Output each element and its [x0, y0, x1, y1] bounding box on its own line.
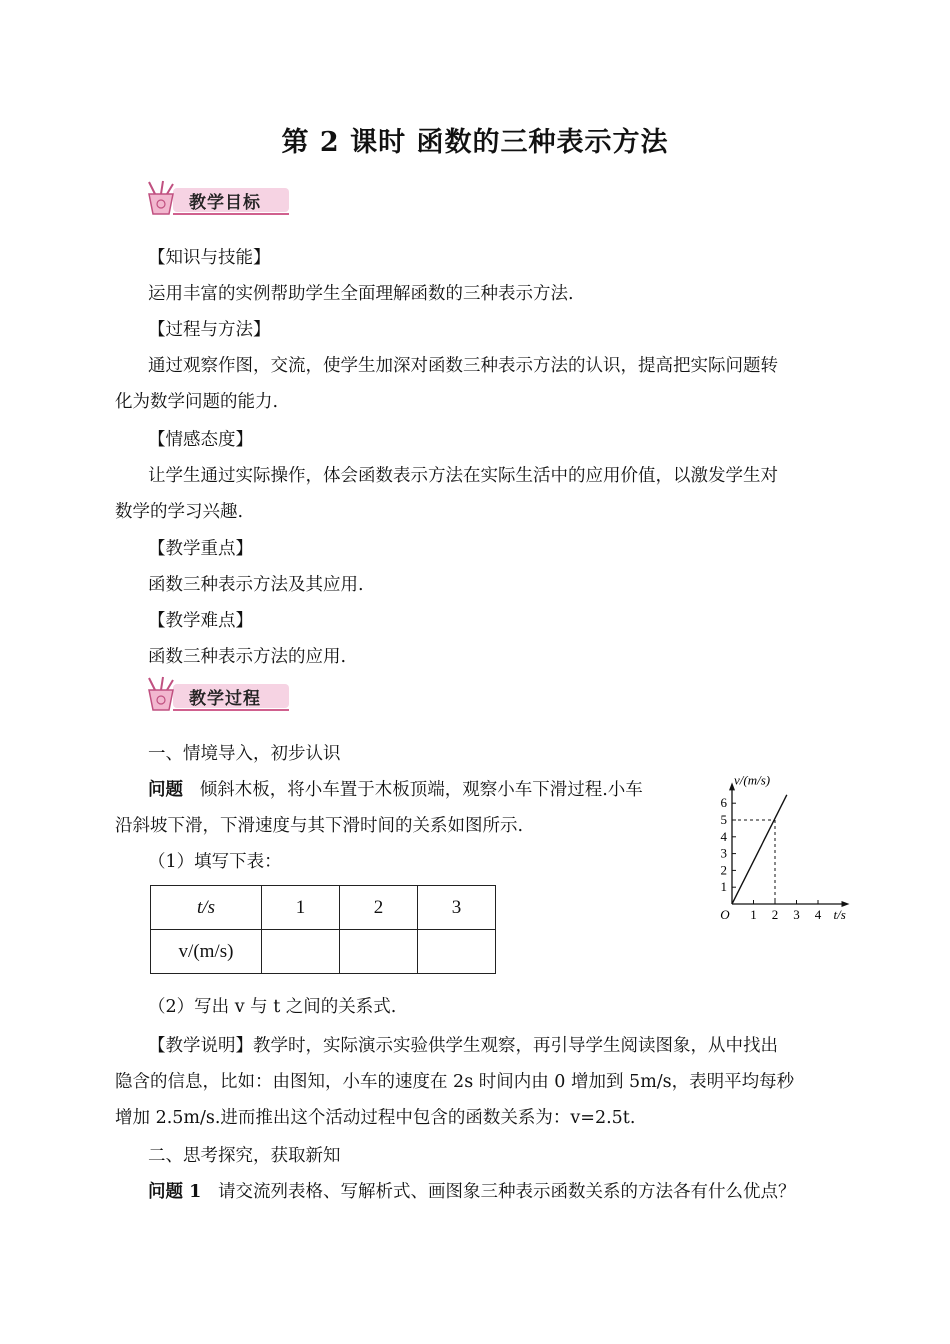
question-1: （1）填写下表：: [148, 852, 282, 872]
question-1-label: 问题 1: [148, 1182, 202, 1202]
problem-label: 问题: [148, 780, 183, 800]
table-col-3: 3: [418, 886, 496, 930]
x-tick-label: 2: [771, 907, 779, 922]
page-title: 第 2 课时 函数的三种表示方法: [281, 127, 669, 158]
process-text-1: 通过观察作图，交流，使学生加深对函数三种表示方法的认识，提高把实际问题转: [148, 356, 778, 376]
teaching-note-1: 【教学说明】教学时，实际演示实验供学生观察，再引导学生阅读图象，从中找出: [148, 1036, 778, 1056]
emotion-heading: 【情感态度】: [148, 430, 253, 450]
process-heading: 【过程与方法】: [148, 320, 271, 340]
table-col-1: 1: [262, 886, 340, 930]
question-1-line: [148, 1178, 795, 1203]
problem-text-1: 倾斜木板，将小车置于木板顶端，观察小车下滑过程.小车: [199, 780, 643, 800]
key-text: 函数三种表示方法及其应用.: [148, 575, 364, 595]
table-header-t: t/s: [151, 886, 262, 930]
objectives-badge-label: 教学目标: [189, 193, 261, 213]
teaching-note-3: 增加 2.5m/s.进而推出这个活动过程中包含的函数关系为：v=2.5t.: [115, 1108, 636, 1128]
y-tick-label: 4: [720, 828, 727, 844]
process-badge: [143, 676, 293, 714]
x-axis-label: t/s: [833, 907, 846, 922]
emotion-text-1: 让学生通过实际操作，体会函数表示方法在实际生活中的应用价值，以激发学生对: [148, 466, 778, 486]
question-2: （2）写出 v 与 t 之间的关系式.: [148, 997, 397, 1017]
process-text-2: 化为数学问题的能力.: [115, 392, 279, 412]
series-line: [732, 795, 787, 904]
problem-text-2: 沿斜坡下滑，下滑速度与其下滑时间的关系如图所示.: [115, 816, 524, 836]
section-1-heading: 一、情境导入，初步认识: [148, 744, 341, 764]
table-cell: [418, 930, 496, 974]
y-axis-label: v/(m/s): [734, 776, 771, 788]
fill-in-table: [150, 885, 496, 974]
origin-label: O: [720, 907, 730, 922]
velocity-time-graph: [702, 776, 852, 926]
teaching-note-2: 隐含的信息，比如：由图知，小车的速度在 2s 时间内由 0 增加到 5m/s，表明平均每秒: [115, 1072, 795, 1092]
y-tick-label: 1: [720, 879, 727, 895]
y-tick-label: 5: [720, 812, 727, 827]
section-2-heading: 二、思考探究，获取新知: [148, 1146, 341, 1166]
difficult-heading: 【教学难点】: [148, 611, 253, 631]
emotion-text-2: 数学的学习兴趣.: [115, 502, 244, 522]
key-heading: 【教学重点】: [148, 539, 253, 559]
question-1-text: 请交流列表格、写解析式、画图象三种表示函数关系的方法各有什么优点？: [217, 1182, 796, 1202]
table-col-2: 2: [340, 886, 418, 930]
knowledge-heading: 【知识与技能】: [148, 248, 271, 268]
knowledge-text: 运用丰富的实例帮助学生全面理解函数的三种表示方法.: [148, 284, 574, 304]
table-header-v: v/(m/s): [151, 930, 262, 974]
y-tick-label: 3: [720, 845, 727, 861]
x-tick-label: 4: [814, 907, 822, 922]
y-tick-label: 2: [720, 862, 727, 878]
table-cell: [340, 930, 418, 974]
x-tick-label: 3: [793, 907, 800, 922]
table-cell: [262, 930, 340, 974]
problem-line-1: [148, 776, 643, 801]
process-badge-label: 教学过程: [189, 689, 261, 709]
x-tick-label: 1: [750, 907, 757, 922]
difficult-text: 函数三种表示方法的应用.: [148, 647, 347, 667]
objectives-badge: [143, 180, 293, 218]
y-tick-label: 6: [720, 795, 727, 811]
